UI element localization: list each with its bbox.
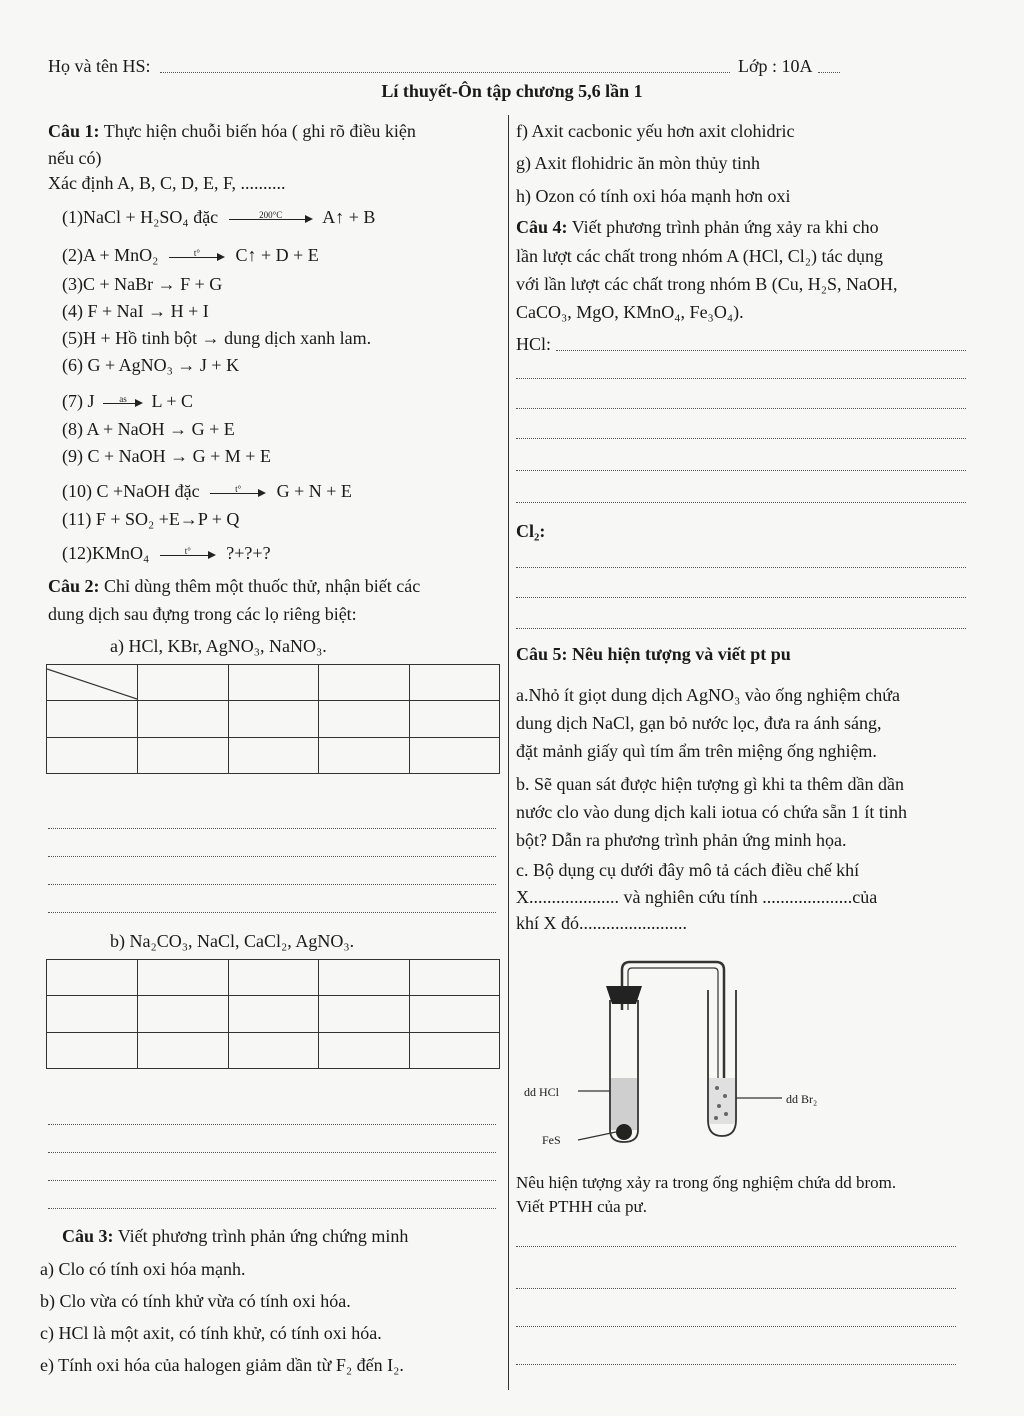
q2b-cell[interactable]	[47, 996, 138, 1032]
reaction-5: (5)H + Hồ tinh bột → dung dịch xanh lam.	[62, 328, 372, 348]
column-divider	[508, 115, 509, 1390]
q2b-answer-line[interactable]	[48, 1208, 496, 1209]
r1-arrow	[229, 209, 313, 224]
q2b-cell[interactable]	[138, 1032, 229, 1068]
q4-line2: lần lượt các chất trong nhóm A (HCl, Cl₂) tác dụng	[516, 246, 883, 266]
q2-prompt-a: Chỉ dùng thêm một thuốc thử, nhận biết các	[104, 576, 421, 596]
q1-prompt-line1	[48, 120, 416, 142]
reaction-test-tube	[606, 986, 642, 1142]
q2b-cell[interactable]	[319, 1032, 410, 1068]
label-dd-br2: dd Br₂	[786, 1092, 818, 1106]
q3-item-g: g) Axit flohidric ăn mòn thủy tinh	[516, 153, 760, 173]
r2-arrow	[169, 247, 225, 262]
q2a-cell[interactable]	[47, 737, 138, 773]
reaction-8: (8) A + NaOH → G + E	[62, 419, 235, 439]
q2b-cell[interactable]	[47, 960, 138, 996]
hcl-answer-line[interactable]	[516, 502, 966, 503]
q2b-cell[interactable]	[228, 1032, 319, 1068]
q5-a-line2: dung dịch NaCl, gạn bỏ nước lọc, đưa ra ánh sáng,	[516, 713, 882, 733]
r1-left: (1)NaCl + H₂SO₄ đặc	[62, 207, 219, 227]
r2-right: C↑ + D + E	[235, 245, 319, 265]
reaction-9: (9) C + NaOH → G + M + E	[62, 446, 271, 466]
apparatus-diagram	[520, 950, 840, 1160]
reaction-4: (4) F + NaI → H + I	[62, 301, 209, 321]
q2a-cell[interactable]	[138, 737, 229, 773]
r1-condition: 200°C	[259, 209, 283, 220]
q2b-answer-line[interactable]	[48, 1152, 496, 1153]
r1-right: A↑ + B	[322, 207, 376, 227]
q1-identify: Xác định A, B, C, D, E, F, ..........	[48, 173, 286, 193]
q2a-cell[interactable]	[47, 701, 138, 737]
q3-item-h: h) Ozon có tính oxi hóa mạnh hơn oxi	[516, 186, 791, 206]
reaction-6: (6) G + AgNO₃ → J + K	[62, 355, 240, 375]
reaction-11: (11) F + SO₂ +E→P + Q	[62, 509, 240, 529]
q4-line4: CaCO₃, MgO, KMnO₄, Fe₃O₄).	[516, 302, 744, 322]
q2a-answer-line[interactable]	[48, 828, 496, 829]
q4-text1: Viết phương trình phản ứng xảy ra khi cho	[571, 217, 879, 237]
q2b-answer-line[interactable]	[48, 1180, 496, 1181]
q2a-table	[46, 664, 500, 774]
reaction-7	[62, 390, 193, 412]
hcl-answer-line[interactable]	[516, 378, 966, 379]
br2-solution	[709, 1078, 735, 1124]
q1-prompt-b: nếu có)	[48, 148, 102, 168]
q4-line1	[516, 216, 879, 238]
r12-arrow	[160, 545, 216, 560]
reaction-12	[62, 542, 271, 564]
q3-item-e: e) Tính oxi hóa của halogen giảm dần từ F₂ đến I₂.	[40, 1355, 404, 1375]
q2a-answer-line[interactable]	[48, 912, 496, 913]
q3-item-f: f) Axit cacbonic yếu hơn axit clohidric	[516, 121, 795, 141]
q2a-cell[interactable]	[319, 737, 410, 773]
q3-label: Câu 3:	[62, 1226, 114, 1246]
worksheet-title: Lí thuyết-Ôn tập chương 5,6 lần 1	[381, 81, 643, 101]
cl2-answer-line[interactable]	[516, 628, 966, 629]
label-fes: FeS	[542, 1133, 561, 1147]
q2-label: Câu 2:	[48, 576, 100, 596]
q2-prompt-line1	[48, 575, 420, 597]
reaction-1	[62, 206, 375, 228]
q5-c-line3: khí X đó........................	[516, 913, 687, 933]
q5-a-line3: đặt mảnh giấy quì tím ẩm trên miệng ống nghiệm.	[516, 741, 877, 761]
r10-right: G + N + E	[276, 481, 352, 501]
q1-label: Câu 1:	[48, 121, 100, 141]
q2a-corner-cell[interactable]	[47, 665, 138, 701]
r12-condition: t°	[184, 545, 191, 556]
q2b-table	[46, 959, 500, 1069]
q5-answer-line[interactable]	[516, 1326, 956, 1327]
hcl-answer-line[interactable]	[556, 350, 966, 351]
q2-prompt-b: dung dịch sau đựng trong các lọ riêng biệt:	[48, 604, 357, 624]
student-name-field[interactable]	[160, 72, 730, 73]
q2-part-a: a) HCl, KBr, AgNO₃, NaNO₃.	[110, 636, 327, 656]
q5-title: Câu 5: Nêu hiện tượng và viết pt pu	[516, 644, 791, 664]
reaction-2	[62, 244, 319, 266]
q3-item-b: b) Clo vừa có tính khử vừa có tính oxi hóa.	[40, 1291, 351, 1311]
r10-condition: t°	[235, 483, 242, 494]
q2a-cell[interactable]	[319, 665, 410, 701]
q2b-cell[interactable]	[138, 996, 229, 1032]
q2a-cell[interactable]	[319, 701, 410, 737]
r12-left: (12)KMnO₄	[62, 543, 150, 563]
fes-solid	[616, 1124, 632, 1140]
q5-c-line1: c. Bộ dụng cụ dưới đây mô tả cách điều chế khí	[516, 860, 860, 880]
r10-arrow	[210, 483, 266, 498]
q2b-answer-line[interactable]	[48, 1124, 496, 1125]
r7-condition: as	[119, 393, 127, 404]
label-dd-hcl: dd HCl	[524, 1085, 560, 1099]
r7-arrow	[103, 393, 143, 408]
q3-prompt: Viết phương trình phản ứng chứng minh	[117, 1226, 409, 1246]
q2b-cell[interactable]	[409, 1032, 500, 1068]
q2b-cell[interactable]	[47, 1032, 138, 1068]
q2a-cell[interactable]	[409, 737, 500, 773]
q1-prompt-a: Thực hiện chuỗi biến hóa ( ghi rõ điều kiện	[103, 121, 416, 141]
q2-part-b: b) Na₂CO₃, NaCl, CaCl₂, AgNO₃.	[110, 931, 355, 951]
q2b-cell[interactable]	[319, 960, 410, 996]
q5-c-line2: X.................... và nghiên cứu tính ....................của	[516, 887, 878, 907]
hcl-answer-line[interactable]	[516, 438, 966, 439]
q3-item-c: c) HCl là một axit, có tính khử, có tính oxi hóa.	[40, 1323, 382, 1343]
student-name-label: Họ và tên HS:	[48, 56, 151, 76]
q5-b-line1: b. Sẽ quan sát được hiện tượng gì khi ta thêm dần dần	[516, 774, 904, 794]
q2a-cell[interactable]	[228, 701, 319, 737]
rubber-stopper	[606, 986, 642, 1004]
q2b-cell[interactable]	[138, 960, 229, 996]
hcl-solution	[611, 1078, 637, 1130]
q5-after-line1: Nêu hiện tượng xảy ra trong ống nghiệm chứa dd brom.	[516, 1173, 897, 1192]
class-label: Lớp : 10A	[738, 56, 813, 76]
q3-item-a: a) Clo có tính oxi hóa mạnh.	[40, 1259, 246, 1279]
q2a-cell[interactable]	[228, 737, 319, 773]
q2b-cell[interactable]	[409, 960, 500, 996]
reaction-10	[62, 480, 352, 502]
cl2-answer-line[interactable]	[516, 567, 966, 568]
hcl-answer-line[interactable]	[516, 470, 966, 471]
q2a-cell[interactable]	[138, 701, 229, 737]
q5-a-line1: a.Nhỏ ít giọt dung dịch AgNO₃ vào ống nghiệm chứa	[516, 685, 900, 705]
r12-right: ?+?+?	[226, 543, 271, 563]
delivery-tube-inner	[628, 968, 718, 1100]
q2b-cell[interactable]	[228, 960, 319, 996]
reaction-3: (3)C + NaBr → F + G	[62, 274, 223, 294]
q5-answer-line[interactable]	[516, 1364, 956, 1365]
q5-b-line2: nước clo vào dung dịch kali iotua có chứa sẵn 1 ít tinh	[516, 802, 907, 822]
r7-right: L + C	[151, 391, 193, 411]
q5-answer-line[interactable]	[516, 1246, 956, 1247]
q2a-cell[interactable]	[409, 701, 500, 737]
q5-answer-line[interactable]	[516, 1288, 956, 1289]
r2-left: (2)A + MnO₂	[62, 245, 159, 265]
r10-left: (10) C +NaOH đặc	[62, 481, 200, 501]
q2a-answer-line[interactable]	[48, 856, 496, 857]
q2b-cell[interactable]	[319, 996, 410, 1032]
q2a-answer-line[interactable]	[48, 884, 496, 885]
cl2-answer-line[interactable]	[516, 597, 966, 598]
q2a-cell[interactable]	[228, 665, 319, 701]
q5-b-line3: bột? Dẫn ra phương trình phản ứng minh họa.	[516, 830, 847, 850]
q2b-cell[interactable]	[228, 996, 319, 1032]
q5-after-line2: Viết PTHH của pư.	[516, 1197, 647, 1216]
hcl-answer-line[interactable]	[516, 408, 966, 409]
class-field[interactable]	[818, 72, 840, 73]
q2b-cell[interactable]	[409, 996, 500, 1032]
bromine-test-tube	[708, 990, 736, 1136]
q4-cl2-label: Cl₂:	[516, 521, 546, 541]
q2a-cell[interactable]	[138, 665, 229, 701]
diagonal-line	[47, 665, 137, 701]
r2-condition: t°	[193, 247, 200, 258]
r7-left: (7) J	[62, 391, 95, 411]
q2a-cell[interactable]	[409, 665, 500, 701]
q4-label: Câu 4:	[516, 217, 568, 237]
q3-prompt-line	[62, 1225, 408, 1247]
q4-hcl-label: HCl:	[516, 334, 552, 354]
q4-line3: với lần lượt các chất trong nhóm B (Cu, H₂S, NaOH,	[516, 274, 898, 294]
